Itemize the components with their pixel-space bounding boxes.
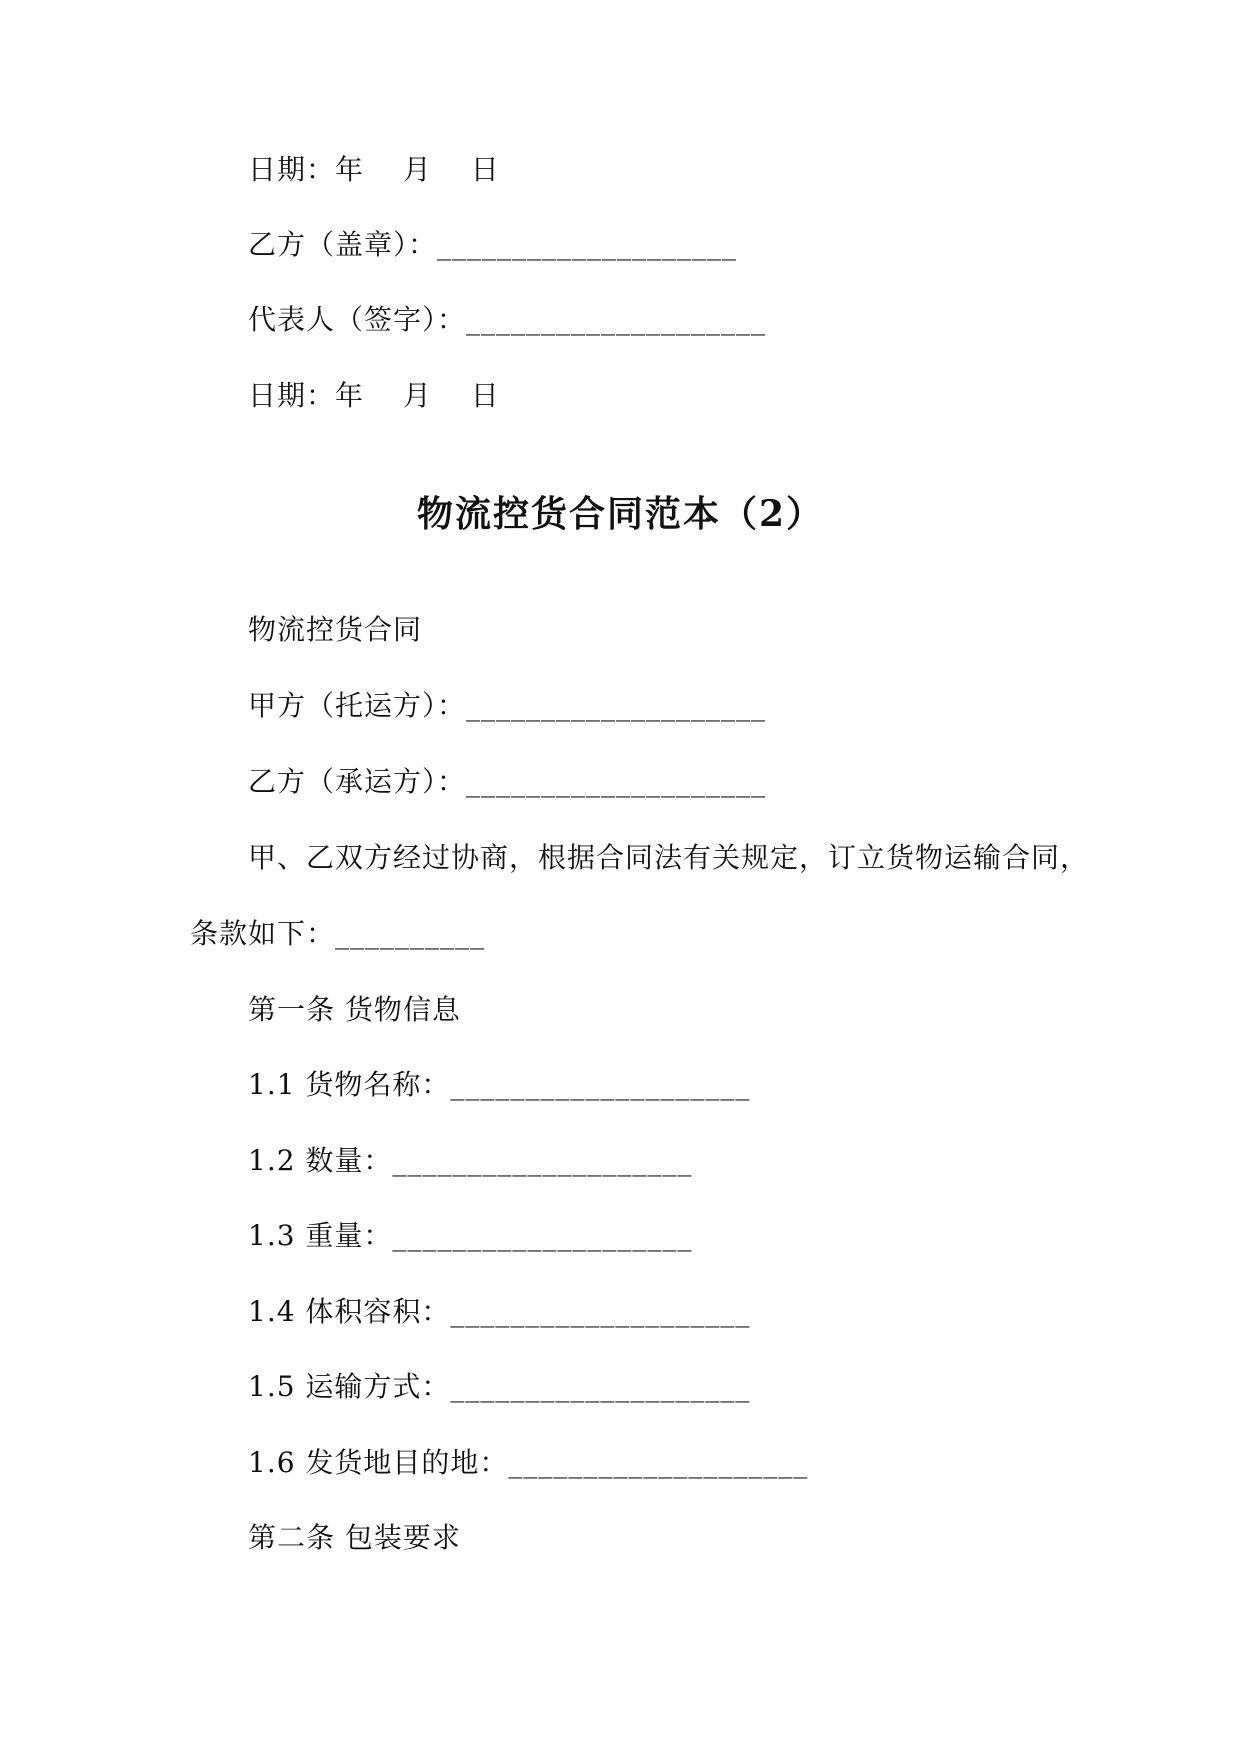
contract-name: 物流控货合同 (248, 613, 423, 646)
party-b-date-line: 日期：年 月 日 (248, 379, 500, 412)
intro-paragraph-line-2: 条款如下：__________ (190, 917, 486, 950)
party-a-date-line: 日期：年 月 日 (248, 153, 500, 186)
article-1-item-volume: 1.4 体积容积：____________________ (248, 1295, 751, 1328)
representative-signature-line: 代表人（签字）：____________________ (248, 303, 767, 336)
article-1-item-goods-name: 1.1 货物名称：____________________ (248, 1068, 751, 1101)
article-1-item-origin-destination: 1.6 发货地目的地：____________________ (248, 1446, 809, 1479)
contract-title: 物流控货合同范本（2） (416, 493, 825, 535)
article-1-heading: 第一条 货物信息 (248, 993, 461, 1026)
article-1-item-quantity: 1.2 数量：____________________ (248, 1144, 693, 1177)
article-1-item-transport-mode: 1.5 运输方式：____________________ (248, 1370, 751, 1403)
party-a-shipper-line: 甲方（托运方）：____________________ (248, 689, 767, 722)
party-b-carrier-line: 乙方（承运方）：____________________ (248, 765, 767, 798)
article-2-heading: 第二条 包装要求 (248, 1521, 461, 1554)
intro-paragraph-line-1: 甲、乙双方经过协商，根据合同法有关规定，订立货物运输合同， (248, 841, 1090, 874)
article-1-item-weight: 1.3 重量：____________________ (248, 1219, 693, 1252)
party-b-seal-line: 乙方（盖章）：____________________ (248, 228, 738, 261)
